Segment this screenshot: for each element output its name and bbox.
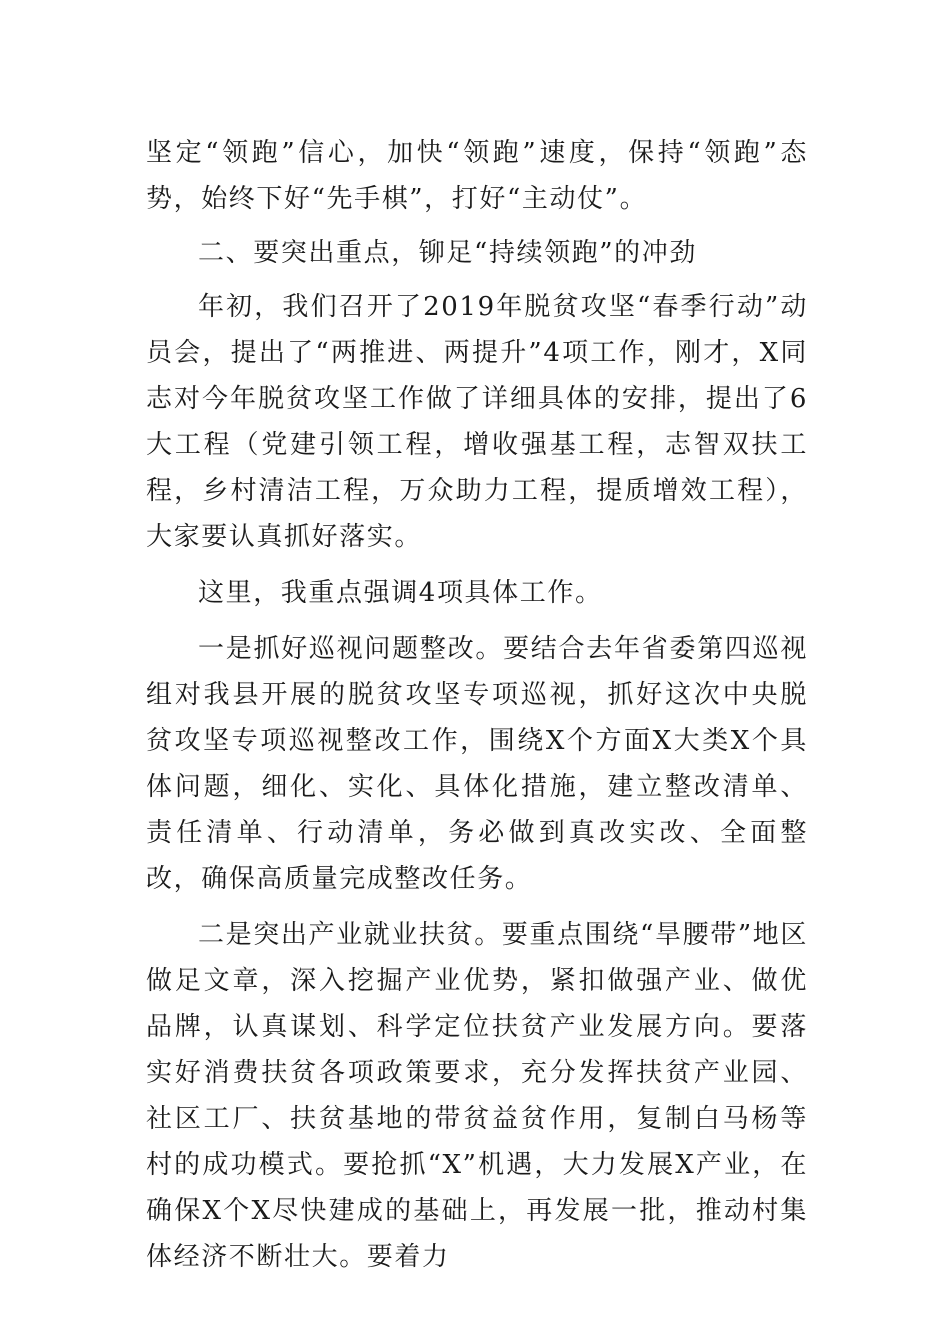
paragraph: 二是突出产业就业扶贫。要重点围绕“旱腰带”地区做足文章，深入挖掘产业优势，紧扣做强产业、做优品牌，认真谋划、科学定位扶贫产业发展方向。要落实好消费扶贫各项政策要求，充分发挥扶贫产业园、社区工厂、扶贫基地的带贫益贫作用，复制白马杨等村的成功模式。要抢抓“X”机遇，大力发展X产业，在确保X个X尽快建成的基础上，再发展一批，推动村集体经济不断壮大。要着力 [146,920,808,1272]
paragraph: 这里，我重点强调4项具体工作。 [198,578,603,608]
paragraph-continuation: 坚定“领跑”信心，加快“领跑”速度，保持“领跑”态势，始终下好“先手棋”，打好“主动仗”。 [146,138,808,214]
section-heading: 二、要突出重点，铆足“持续领跑”的冲劲 [198,238,697,268]
document-body [146,130,808,1280]
paragraph: 一是抓好巡视问题整改。要结合去年省委第四巡视组对我县开展的脱贫攻坚专项巡视，抓好这次中央脱贫攻坚专项巡视整改工作，围绕X个方面X大类X个具体问题，细化、实化、具体化措施，建立整改清单、责任清单、行动清单，务必做到真改实改、全面整改，确保高质量完成整改任务。 [146,634,808,894]
paragraph: 年初，我们召开了2019年脱贫攻坚“春季行动”动员会，提出了“两推进、两提升”4项工作，刚才，X同志对今年脱贫攻坚工作做了详细具体的安排，提出了6大工程（党建引领工程，增收强基工程，志智双扶工程，乡村清洁工程，万众助力工程，提质增效工程），大家要认真抓好落实。 [146,292,808,552]
